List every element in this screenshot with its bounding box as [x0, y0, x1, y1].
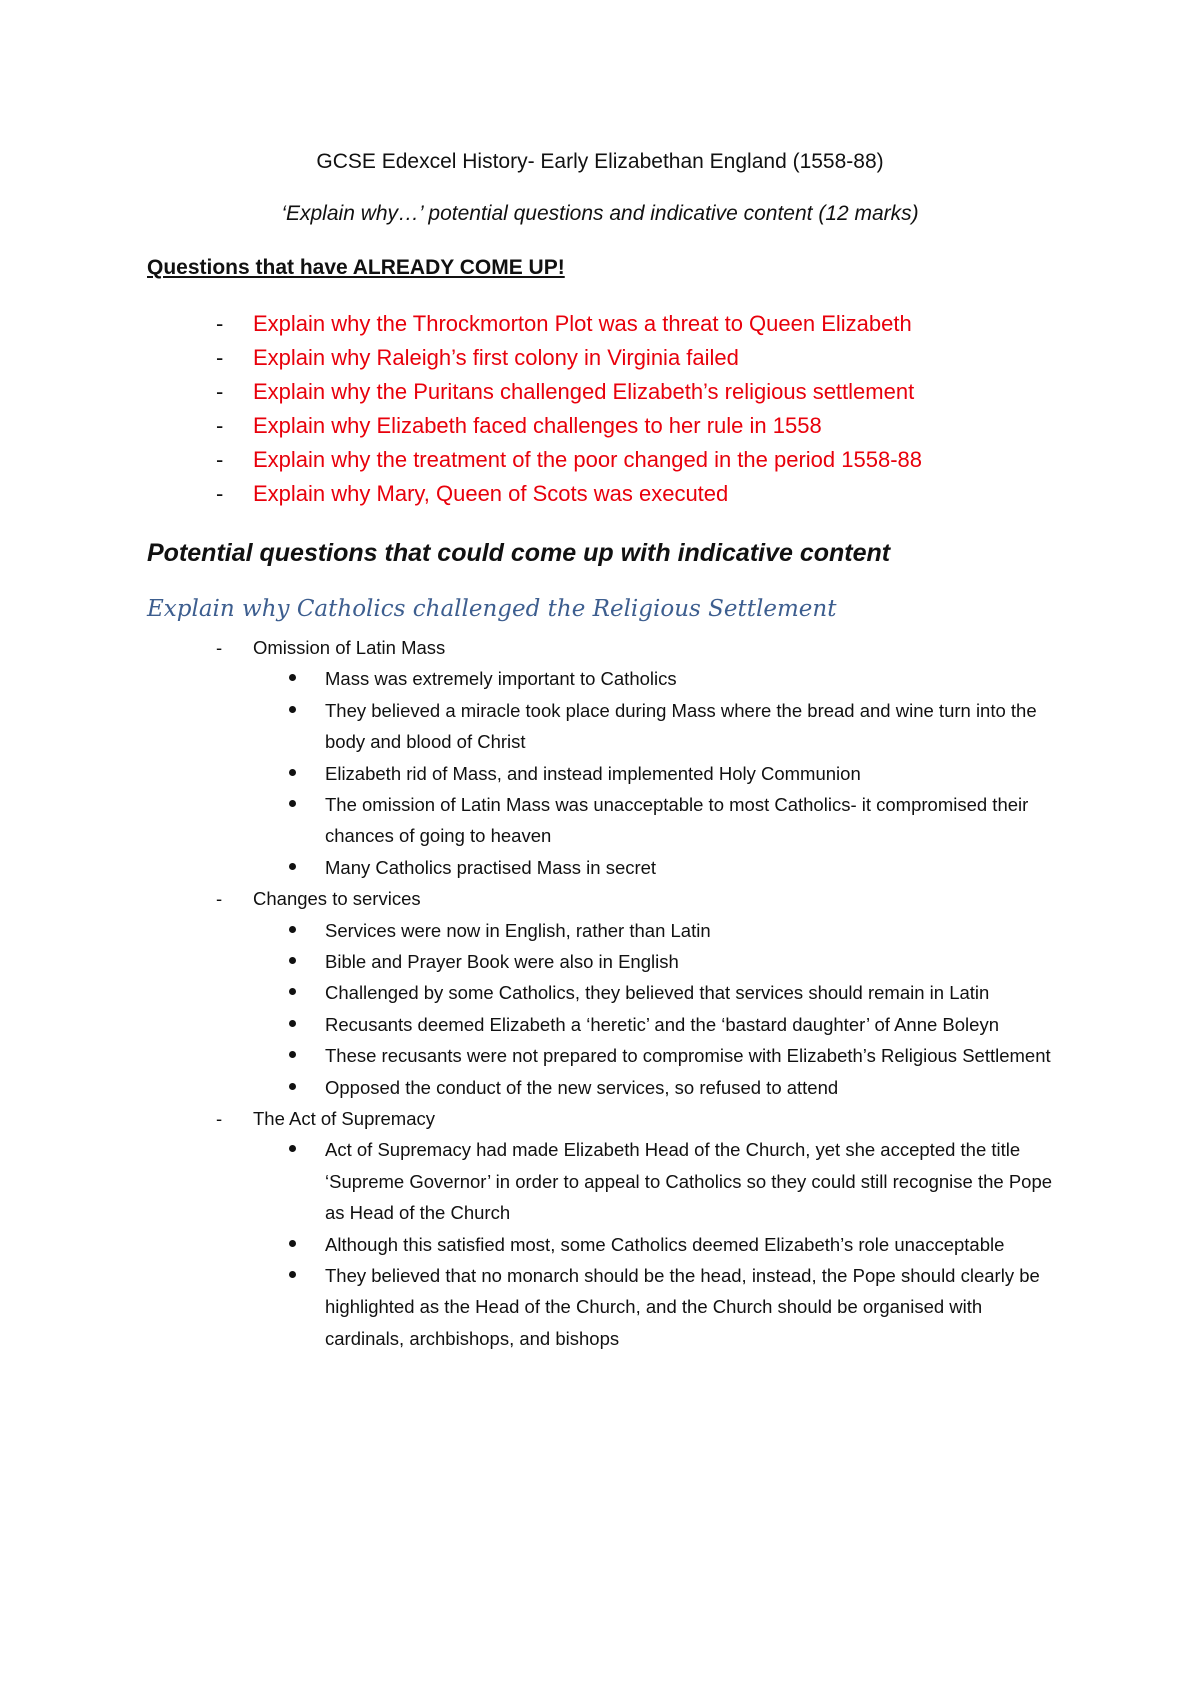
list-item [0, 1072, 1060, 1103]
list-item [0, 1040, 1060, 1071]
bullet-list [0, 915, 1200, 1103]
indicative-content [0, 632, 1200, 1354]
bullet-text: Recusants deemed Elizabeth a ‘heretic’ and the ‘bastard daughter’ of Anne Boleyn [325, 1013, 999, 1035]
bullet-icon [289, 1271, 296, 1278]
dash-marker: - [216, 311, 224, 336]
list-item [0, 663, 1060, 694]
bullet-list [0, 663, 1200, 883]
topic-act-of-supremacy [0, 1103, 1200, 1134]
bullet-text: Challenged by some Catholics, they believed that services should remain in Latin [325, 982, 990, 1004]
bullet-text: Many Catholics practised Mass in secret [325, 856, 657, 878]
bullet-icon [289, 674, 296, 681]
list-item [0, 1009, 1060, 1040]
dash-marker: - [216, 413, 224, 438]
potential-questions-heading: Potential questions that could come up with indicative content [147, 539, 891, 567]
topic-changes-to-services [0, 883, 1200, 914]
bullet-text: These recusants were not prepared to compromise with Elizabeth’s Religious Settlement [325, 1045, 1051, 1067]
bullet-icon [289, 1051, 296, 1058]
dash-marker: - [216, 888, 223, 910]
topic-label: The Act of Supremacy [253, 1108, 436, 1130]
list-item [0, 1134, 1060, 1228]
list-item [0, 758, 1060, 789]
bullet-icon [289, 1145, 296, 1152]
bullet-list [0, 1134, 1200, 1354]
bullet-text: Although this satisfied most, some Catholics deemed Elizabeth’s role unacceptable [325, 1233, 1005, 1255]
bullet-text: The omission of Latin Mass was unacceptable to most Catholics- it compromised their chances of going to heaven [325, 794, 1029, 847]
bullet-icon [289, 863, 296, 870]
document-title: GCSE Edexcel History- Early Elizabethan England (1558-88) [316, 150, 884, 173]
dash-marker: - [216, 447, 224, 472]
list-item [0, 789, 1060, 852]
section-heading: Explain why Catholics challenged the Religious Settlement [147, 596, 837, 622]
bullet-icon [289, 957, 296, 964]
bullet-text: They believed a miracle took place during Mass where the bread and wine turn into the body and blood of Christ [325, 699, 1037, 753]
bullet-text: Opposed the conduct of the new services, so refused to attend [325, 1076, 839, 1098]
list-item [0, 1260, 1060, 1354]
bullet-icon [289, 1240, 296, 1247]
question-text: Explain why Raleigh’s first colony in Virginia failed [253, 345, 739, 370]
bullet-icon [289, 769, 296, 776]
bullet-text: Elizabeth rid of Mass, and instead implemented Holy Communion [325, 762, 861, 784]
bullet-text: Bible and Prayer Book were also in English [325, 951, 679, 973]
list-item [0, 977, 1060, 1008]
dash-marker: - [216, 637, 223, 658]
topic-label: Changes to services [253, 888, 421, 910]
topic-omission-of-latin-mass [0, 632, 1200, 663]
bullet-text: Services were now in English, rather than Latin [325, 919, 711, 941]
list-item [0, 695, 1060, 758]
bullet-icon [289, 800, 296, 807]
document-subtitle: ‘Explain why…’ potential questions and indicative content (12 marks) [281, 202, 919, 225]
bullet-text: They believed that no monarch should be the head, instead, the Pope should clearly be highlighted as the Head of the Church, and the Church should be organised with cardinals, archbishops, and bishops [325, 1265, 1040, 1349]
dash-marker: - [216, 481, 224, 506]
topic-label: Omission of Latin Mass [253, 637, 446, 658]
list-item [0, 946, 1060, 977]
bullet-text: Act of Supremacy had made Elizabeth Head of the Church, yet she accepted the title ‘Supreme Governor’ in order to appeal to Catholics so they could still recognise the Pope as Head of the Church [325, 1139, 1053, 1224]
question-text: Explain why the treatment of the poor changed in the period 1558-88 [253, 447, 923, 472]
question-text: Explain why the Throckmorton Plot was a threat to Queen Elizabeth [253, 311, 912, 336]
already-come-up-heading: Questions that have ALREADY COME UP! [147, 256, 565, 279]
bullet-icon [289, 1083, 296, 1090]
dash-marker: - [216, 1108, 223, 1130]
question-text: Explain why Elizabeth faced challenges to her rule in 1558 [253, 413, 822, 438]
list-item [0, 915, 1060, 946]
bullet-icon [289, 926, 296, 933]
bullet-icon [289, 1020, 296, 1027]
dash-marker: - [216, 379, 224, 404]
bullet-icon [289, 988, 296, 995]
question-text: Explain why the Puritans challenged Elizabeth’s religious settlement [253, 379, 915, 404]
dash-marker: - [216, 345, 224, 370]
list-item [0, 1229, 1060, 1260]
question-text: Explain why Mary, Queen of Scots was executed [253, 481, 729, 506]
list-item [0, 852, 1060, 883]
bullet-text: Mass was extremely important to Catholics [325, 668, 677, 690]
bullet-icon [289, 706, 296, 713]
